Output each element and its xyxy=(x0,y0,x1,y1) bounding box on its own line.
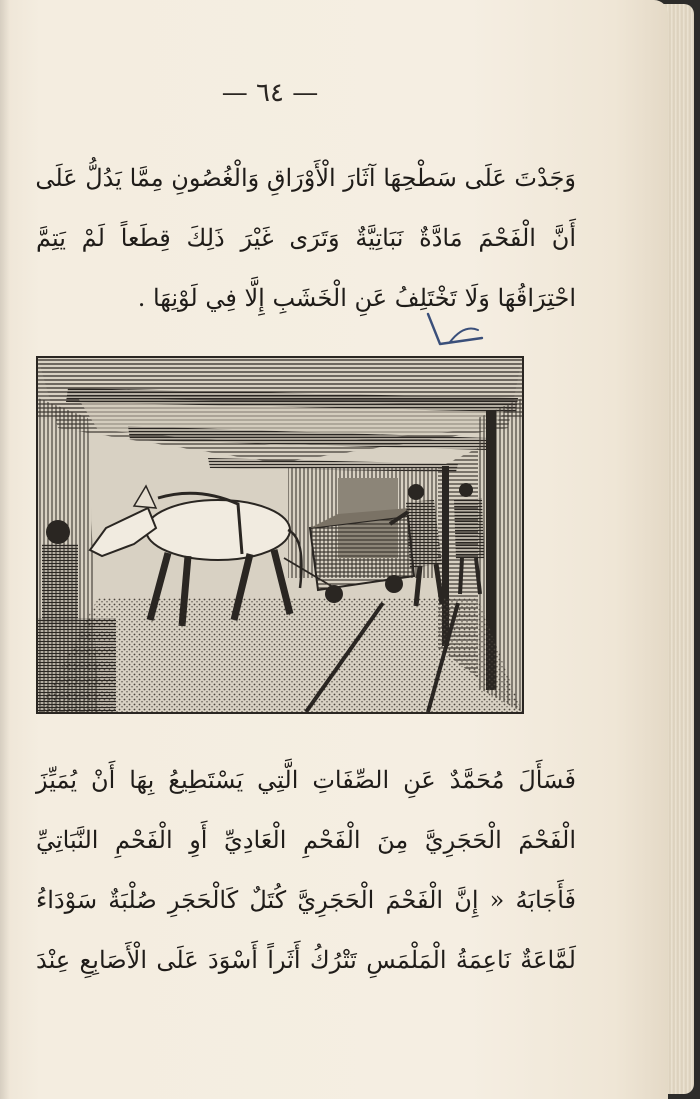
paragraph-top xyxy=(36,148,576,328)
paragraph-bottom xyxy=(36,750,576,990)
text-line: الْفَحْمَ الْحَجَرِيَّ مِنَ الْفَحْمِ الْعَادِيِّ أَوِ الْفَحْمِ النَّبَاتِيِّ xyxy=(36,826,576,854)
text-line: فَسَأَلَ مُحَمَّدٌ عَنِ الصِّفَاتِ الَّتِي يَسْتَطِيعُ بِهَا أَنْ يُمَيِّزَ xyxy=(36,766,576,794)
text-line: فَأَجَابَهُ « إِنَّ الْفَحْمَ الْحَجَرِيَّ كُتَلٌ كَالْحَجَرِ صُلْبَةٌ سَوْدَاءُ xyxy=(36,886,576,914)
mine-illustration xyxy=(36,356,524,714)
spine-shadow xyxy=(0,0,10,1099)
mine-engraving xyxy=(38,358,522,712)
text-line: احْتِرَاقُهَا وَلَا تَخْتَلِفُ عَنِ الْخَشَبِ إِلَّا فِي لَوْنِهَا . xyxy=(137,284,576,312)
text-line: أَنَّ الْفَحْمَ مَادَّةٌ نَبَاتِيَّةٌ وَتَرَى غَيْرَ ذَلِكَ قِطَعاً لَمْ يَتِمَّ xyxy=(36,224,576,252)
text-line: وَجَدْتَ عَلَى سَطْحِهَا آثَارَ الْأَوْرَاقِ وَالْغُصُونِ مِمَّا يَدُلُّ عَلَى xyxy=(35,164,576,192)
text-line: لَمَّاعَةٌ نَاعِمَةُ الْمَلْمَسِ تَتْرُكُ أَثَراً أَسْوَدَ عَلَى الْأَصَابِعِ عِنْدَ xyxy=(36,946,576,974)
page-number: — ٦٤ — xyxy=(221,78,319,108)
pencil-annotation-mark xyxy=(420,308,490,352)
